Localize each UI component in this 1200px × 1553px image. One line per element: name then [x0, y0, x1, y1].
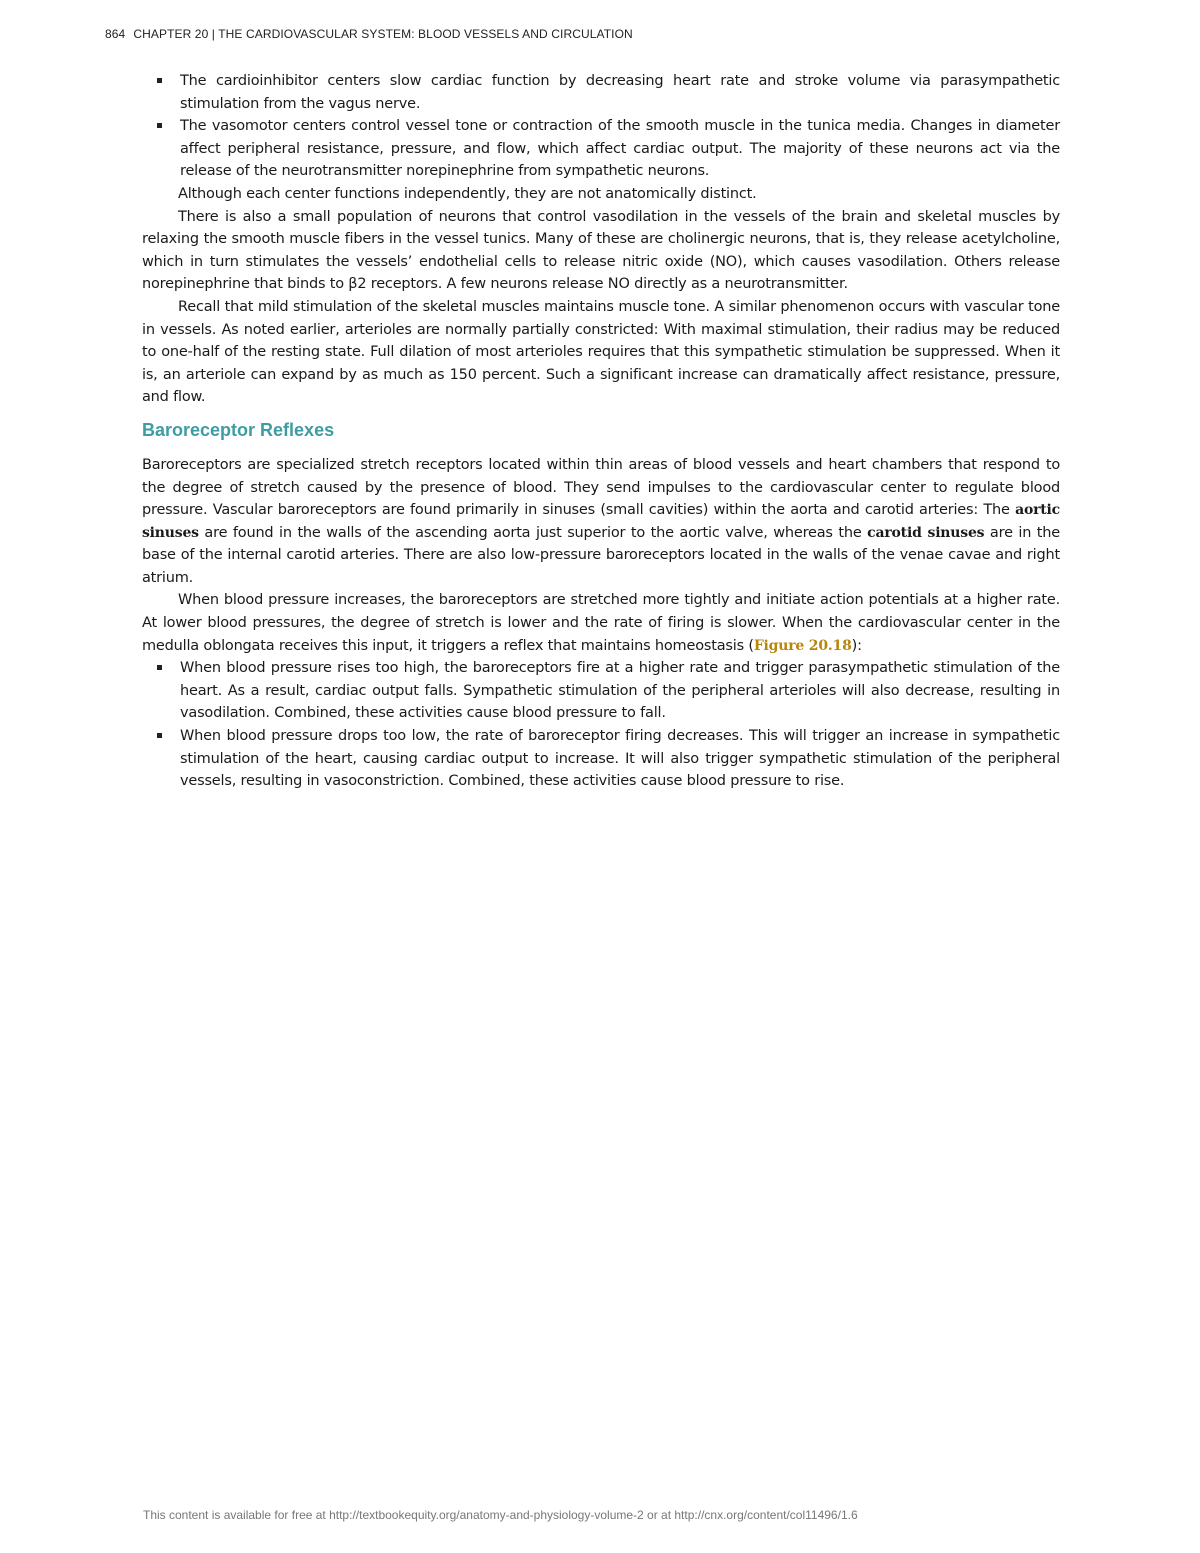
figure-reference-link[interactable]: Figure 20.18 — [753, 637, 852, 654]
page-number: 864 — [105, 27, 126, 41]
paragraph-firing — [142, 589, 1060, 657]
text-span: are in the base of the internal carotid arteries. There are also low-pressure baroreceptors located in the walls of the venae cavae and right atrium. — [142, 524, 1060, 586]
page-body — [142, 70, 1060, 793]
list-item — [142, 70, 1060, 115]
running-header — [105, 27, 633, 41]
list-item — [142, 115, 1060, 183]
key-term-aortic-sinuses: aortic sinuses — [142, 502, 1060, 541]
list-item-text: The cardioinhibitor centers slow cardiac function by decreasing heart rate and stroke volume via parasympathetic stimulation from the vagus nerve. — [180, 73, 1060, 112]
bullet-icon — [157, 123, 162, 128]
bullet-list-centers — [142, 70, 1060, 183]
note-line: Although each center functions independently, they are not anatomically distinct. — [178, 185, 757, 202]
page-footer: This content is available for free at http://textbookequity.org/anatomy-and-physiology-volume-2 or at http://cnx.org/content/col11496/1.6 — [143, 1508, 858, 1522]
key-term-carotid-sinuses: carotid sinuses — [867, 524, 985, 541]
paragraph-vasodilation: There is also a small population of neurons that control vasodilation in the vessels of the brain and skeletal muscles by relaxing the smooth muscle fibers in the vessel tunics. Many of these are cholinergic neurons, that is, they release acetylcholine, which in turn stimulates the vessels’ endothelial cells to release nitric oxide (NO), which causes vasodilation. Others release norepinephrine that binds to β2 receptors. A few neurons release NO directly as a neurotransmitter. — [142, 208, 1060, 293]
text-span: Baroreceptors are specialized stretch receptors located within thin areas of blood vessels and heart chambers that respond to the degree of stretch caused by the presence of blood. They send impulses to the cardiovascular center to regulate blood pressure. Vascular baroreceptors are found primarily in sinuses (small cavities) within the aorta and carotid arteries: The — [142, 456, 1060, 519]
list-item — [142, 657, 1060, 725]
section-heading: Baroreceptor Reflexes — [142, 419, 335, 440]
text-span: When blood pressure increases, the baroreceptors are stretched more tightly and initiate action potentials at a higher rate. At lower blood pressures, the degree of stretch is lower and the rate of firing is slower. When the cardiovascular center in the medulla oblongata receives this input, it triggers a reflex that maintains homeostasis ( — [142, 592, 1060, 654]
paragraph-baroreceptors — [142, 454, 1060, 590]
list-item-text: The vasomotor centers control vessel tone or contraction of the smooth muscle in the tunica media. Changes in diameter affect peripheral resistance, pressure, and flow, which affect cardiac output. The majority of these neurons act via the release of the neurotransmitter norepinephrine from sympathetic neurons. — [180, 118, 1060, 180]
paragraph-vascular-tone: Recall that mild stimulation of the skeletal muscles maintains muscle tone. A similar phenomenon occurs with vascular tone in vessels. As noted earlier, arterioles are normally partially constricted: With maximal stimulation, their radius may be reduced to one-half of the resting state. Full dilation of most arterioles requires that this sympathetic stimulation be suppressed. When it is, an arteriole can expand by as much as 150 percent. Such a significant increase can dramatically affect resistance, pressure, and flow. — [142, 298, 1060, 406]
bullet-icon — [157, 665, 162, 670]
list-item-text: When blood pressure rises too high, the baroreceptors fire at a higher rate and trigger parasympathetic stimulation of the heart. As a result, cardiac output falls. Sympathetic stimulation of the peripheral arterioles will also decrease, resulting in vasodilation. Combined, these activities cause blood pressure to fall. — [180, 660, 1060, 722]
bullet-icon — [157, 733, 162, 738]
text-span: ): — [851, 637, 862, 654]
bullet-icon — [157, 78, 162, 83]
list-item — [142, 725, 1060, 793]
text-span: are found in the walls of the ascending aorta just superior to the aortic valve, whereas the — [198, 524, 868, 541]
list-item-text: When blood pressure drops too low, the rate of baroreceptor firing decreases. This will trigger an increase in sympathetic stimulation of the heart, causing cardiac output to increase. It will also trigger sympathetic stimulation of the peripheral vessels, resulting in vasoconstriction. Combined, these activities cause blood pressure to rise. — [180, 728, 1060, 790]
chapter-title: CHAPTER 20 | THE CARDIOVASCULAR SYSTEM: BLOOD VESSELS AND CIRCULATION — [133, 27, 633, 41]
bullet-list-reflexes — [142, 657, 1060, 793]
